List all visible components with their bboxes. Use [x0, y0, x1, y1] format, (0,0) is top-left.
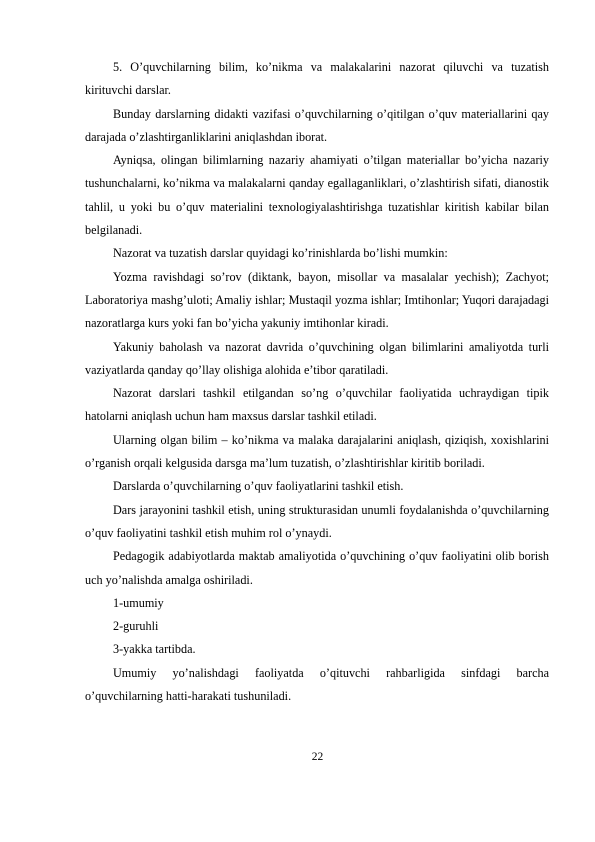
paragraph-control-forms-list: Yozma ravishdagi so’rov (diktank, bayon, misollar va masalalar yechish); Zachyot; Laboratoriya mashg’uloti; Amaliy ishlar; Mustaqil yozma ishlar; Imtihonlar; Yuqori darajadagi nazoratlarga kurs yoki fan bo’yicha yakuniy imtihonlar kiradi. — [85, 269, 549, 331]
paragraph-knowledge-levels: Ularning olgan bilim – ko’nikma va malaka darajalarini aniqlash, qiziqish, xoxishlarini o’rganish orqali kelgusida darsga ma’lum tuzatish, o’zlashtirishlar kiritib boriladi. — [85, 432, 549, 471]
document-page — [85, 56, 549, 708]
list-item-group: 2-guruhli — [113, 619, 159, 634]
paragraph-section-heading: Darslarda o’quvchilarning o’quv faoliyatlarini tashkil etish. — [113, 479, 404, 494]
list-item-individual: 3-yakka tartibda. — [113, 642, 196, 657]
paragraph-control-forms-intro: Nazorat va tuzatish darslar quyidagi ko’rinishlarda bo’lishi mumkin: — [113, 246, 448, 261]
paragraph-didactic-task: Bunday darslarning didakti vazifasi o’quvchilarning o’qitilgan o’quv materiallarini qay darajada o’zlashtirganliklarini aniqlashdan iborat. — [85, 106, 549, 144]
page-number: 22 — [311, 751, 324, 763]
paragraph-general-direction: Umumiy yo’nalishdagi faoliyatda o’qituvchi rahbarligida sinfdagi barcha o’quvchilarning hatti-harakati tushuniladi. — [85, 665, 549, 704]
paragraph-three-directions: Pedagogik adabiyotlarda maktab amaliyotida o’quvchining o’quv faoliyatini olib borish uch yo’nalishda amalga oshiriladi. — [85, 549, 549, 587]
paragraph-final-assessment: Yakuniy baholash va nazorat davrida o’quvchining olgan bilimlarini amaliyotda turli vaziyatlarda qanday qo’llay olishiga alohida e’tibor qaratiladi. — [85, 339, 549, 377]
list-item-general: 1-umumiy — [113, 595, 164, 610]
paragraph-lesson-type-5: 5. O’quvchilarning bilim, ko’nikma va malakalarini nazorat qiluvchi va tuzatish kirituvchi darslar. — [85, 60, 549, 98]
paragraph-lesson-process: Dars jarayonini tashkil etish, uning strukturasidan unumli foydalanishda o’quvchilarning o’quv faoliyatini tashkil etish muhim rol o’ynaydi. — [85, 502, 549, 540]
paragraph-typical-errors: Nazorat darslari tashkil etilgandan so’ng o’quvchilar faoliyatida uchraydigan tipik hatolarni aniqlash uchun ham maxsus darslar tashkil etiladi. — [85, 386, 549, 424]
paragraph-theoretical-significance: Ayniqsa, olingan bilimlarning nazariy ahamiyati o’tilgan materiallar bo’yicha nazariy tushunchalarni, ko’nikma va malakalarni qanday egallaganliklari, o’zlashtirish sifati, dianostik tahlil, u yoki bu o’quv materialini texnologiyalashtirishga tuzatishlar kiritish kabilar bilan belgilanadi. — [85, 153, 549, 238]
